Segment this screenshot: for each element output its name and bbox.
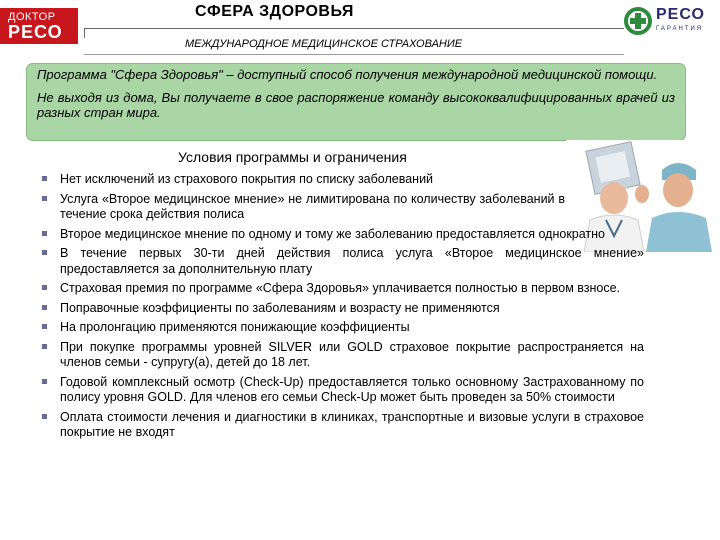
reso-emblem-icon [624, 7, 652, 35]
doctor-reso-logo [0, 8, 78, 44]
condition-item [42, 246, 644, 277]
bullet-icon [42, 379, 47, 384]
bullet-icon [42, 250, 47, 255]
condition-item [42, 320, 644, 336]
reso-garantia-logo [624, 4, 714, 38]
logo-right-name: РЕСО [656, 6, 705, 23]
condition-text: В течение первых 30-ти дней действия полиса услуга «Второе медицинское мнение» предоставляется за дополнительную плату [60, 246, 644, 276]
condition-item [42, 410, 644, 441]
condition-text: Оплата стоимости лечения и диагностики в клиниках, транспортные и визовые услуги в страховое покрытие не входят [60, 409, 644, 439]
logo-left-bottom-text: РЕСО [8, 22, 63, 42]
bullet-icon [42, 324, 47, 329]
logo-left-top-text: ДОКТОР [8, 11, 56, 23]
conditions-list [42, 172, 644, 445]
condition-item [42, 375, 644, 406]
bullet-icon [42, 176, 47, 181]
bullet-icon [42, 305, 47, 310]
condition-item [42, 301, 644, 317]
condition-text: Услуга «Второе медицинское мнение» не лимитирована по количеству заболеваний в течение срока действия полиса [60, 191, 565, 221]
page-subtitle: МЕЖДУНАРОДНОЕ МЕДИЦИНСКОЕ СТРАХОВАНИЕ [185, 38, 463, 50]
condition-item [42, 340, 644, 371]
condition-text: Годовой комплексный осмотр (Check-Up) предоставляется только основному Застрахованному по полису уровня GOLD. Для членов его семьи Check-Up может быть проведен за 50% стоимости [60, 374, 644, 404]
condition-item [42, 227, 644, 243]
condition-item [42, 172, 565, 188]
bullet-icon [42, 196, 47, 201]
bullet-icon [42, 414, 47, 419]
condition-text: Страховая премия по программе «Сфера Здоровья» уплачивается полностью в первом взносе. [60, 281, 621, 295]
condition-item [42, 192, 565, 223]
title-divider-stub [84, 28, 85, 38]
intro-paragraph-2: Не выходя из дома, Вы получаете в свое распоряжение команду высококвалифицированных врачей из разных стран мира. [37, 90, 675, 120]
condition-item [42, 281, 644, 297]
condition-text: Поправочные коэффициенты по заболеваниям и возрасту не применяются [60, 300, 500, 315]
section-title: Условия программы и ограничения [178, 149, 407, 165]
condition-text: На пролонгацию применяются понижающие коэффициенты [60, 320, 410, 334]
condition-text: При покупке программы уровней SILVER или GOLD страховое покрытие распространяется на членов семьи - супругу(а), детей до 18 лет. [60, 339, 644, 369]
condition-text: Второе медицинское мнение по одному и тому же заболеванию предоставляется однократно [60, 226, 606, 241]
bullet-icon [42, 285, 47, 290]
intro-paragraph-1: Программа "Сфера Здоровья" – доступный способ получения международной медицинской помощи. [37, 67, 658, 82]
bullet-icon [42, 231, 47, 236]
intro-box [26, 63, 686, 141]
bullet-icon [42, 344, 47, 349]
logo-right-sub: ГАРАНТИЯ [656, 26, 704, 32]
title-divider [84, 28, 624, 29]
subtitle-divider [84, 54, 624, 55]
page-title: СФЕРА ЗДОРОВЬЯ [195, 3, 354, 20]
condition-text: Нет исключений из страхового покрытия по списку заболеваний [60, 172, 434, 186]
